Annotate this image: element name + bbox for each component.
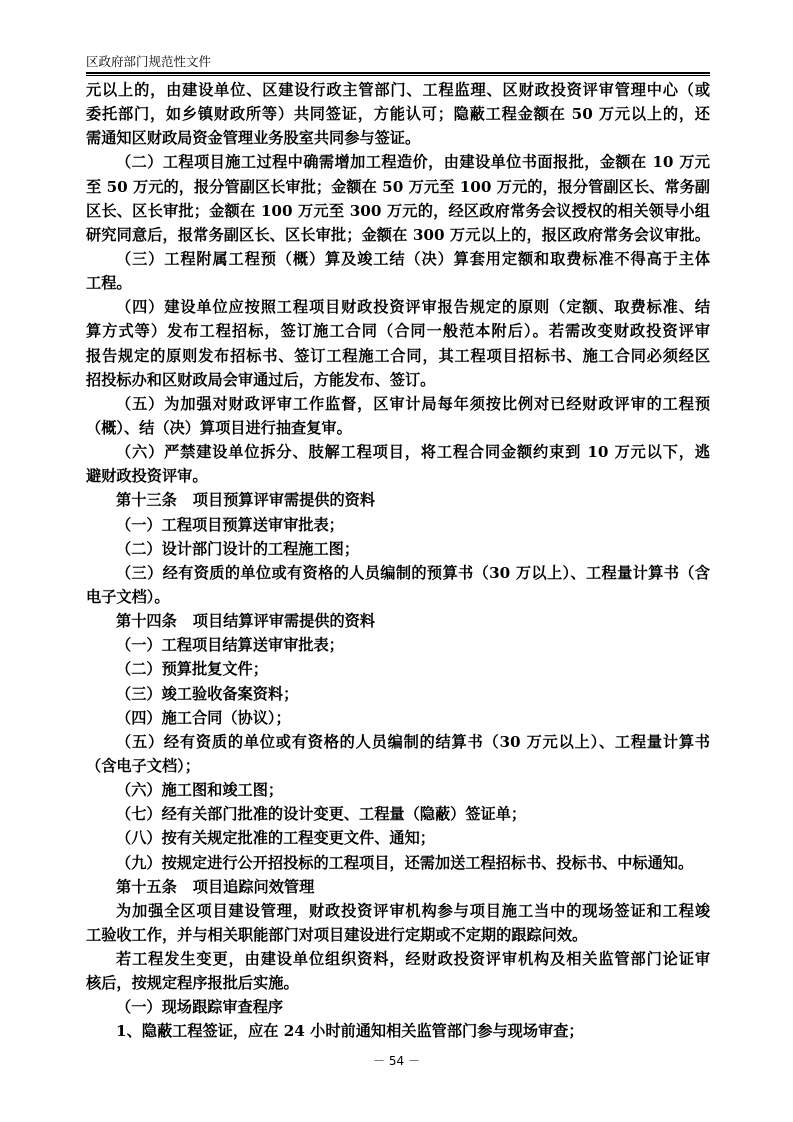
- article-title: 项目结算评审需提供的资料: [192, 612, 375, 631]
- header-rule-thin: [86, 75, 710, 76]
- list-item: （四）施工合同（协议）；: [116, 708, 291, 727]
- list-item: （一）工程项目结算送审审批表；: [116, 636, 344, 655]
- text-line: 工验收工作，并与相关职能部门对项目建设进行定期或不定期的跟踪问效。: [86, 925, 588, 944]
- list-item: （一）工程项目预算送审审批表；: [116, 515, 344, 534]
- document-body: [86, 78, 710, 1044]
- text-line: （二）工程项目施工过程中确需增加工程造价，由建设单位书面报批，金额在 10 万元: [116, 153, 710, 172]
- text-line: （四）建设单位应按照工程项目财政投资评审报告规定的原则（定额、取费标准、结: [116, 298, 710, 317]
- header-rule-thick: [86, 72, 710, 74]
- list-item: （八）按有关规定批准的工程变更文件、通知；: [116, 829, 435, 848]
- article-heading: [86, 488, 710, 512]
- document-header: 区政府部门规范性文件: [86, 54, 212, 69]
- text-line: 至 50 万元的，报分管副区长审批；金额在 50 万元至 100 万元的，报分管副区长、常务副: [86, 177, 710, 196]
- list-item: （二）设计部门设计的工程施工图；: [116, 539, 359, 558]
- list-item: （一）现场跟踪审查程序: [116, 998, 284, 1017]
- article-title: 项目追踪问效管理: [192, 877, 315, 896]
- text-line: 需通知区财政局资金管理业务股室共同参与签证。: [86, 129, 421, 148]
- article-number: 第十五条: [116, 877, 177, 896]
- list-item: （九）按规定进行公开招投标的工程项目，还需加送工程招标书、投标书、中标通知。: [116, 853, 694, 872]
- text-line: （六）严禁建设单位拆分、肢解工程项目，将工程合同金额约束到 10 万元以下，逃: [116, 443, 710, 462]
- text-line: 委托部门，如乡镇财政所等）共同签证，方能认可；隐蔽工程金额在 50 万元以上的，还: [86, 105, 710, 124]
- list-item: （三）经有资质的单位或有资格的人员编制的预算书（30 万以上）、工程量计算书（含: [116, 563, 710, 582]
- text-line: 核后，按规定程序报批后实施。: [86, 974, 299, 993]
- text-line: 算方式等）发布工程招标，签订施工合同（合同一般范本附后）。若需改变财政投资评审: [86, 322, 710, 341]
- text-line: 元以上的，由建设单位、区建设行政主管部门、工程监理、区财政投资评审管理中心（或: [86, 81, 710, 99]
- text-line: 若工程发生变更，由建设单位组织资料，经财政投资评审机构及相关监管部门论证审: [116, 950, 710, 969]
- list-item: （三）竣工验收备案资料；: [116, 684, 299, 703]
- text-line: 招投标办和区财政局会审通过后，方能发布、签订。: [86, 370, 436, 389]
- text-line: （五）为加强对财政评审工作监督，区审计局每年须按比例对已经财政评审的工程预: [116, 394, 710, 413]
- list-item: （二）预算批复文件；: [116, 660, 268, 679]
- article-number: 第十四条: [116, 612, 177, 631]
- article-number: 第十三条: [116, 491, 177, 510]
- text-line: 工程。: [86, 274, 132, 293]
- text-line: 避财政投资评审。: [86, 467, 208, 486]
- text-line: 区长、区长审批；金额在 100 万元至 300 万元的，经区政府常务会议授权的相关领导小组: [86, 201, 710, 220]
- text-line: （含电子文档）；: [86, 756, 200, 775]
- article-heading: [86, 609, 710, 633]
- text-line: 报告规定的原则发布招标书、签订工程施工合同，其工程项目招标书、施工合同必须经区: [86, 346, 710, 365]
- text-line: （概）、结（决）算项目进行抽查复审。: [86, 418, 352, 437]
- list-item: （六）施工图和竣工图；: [116, 781, 284, 800]
- article-title: 项目预算评审需提供的资料: [192, 491, 375, 510]
- page-number: － 54 －: [373, 1054, 420, 1068]
- list-item: （七）经有关部门批准的设计变更、工程量（隐蔽）签证单；: [116, 805, 527, 824]
- text-line: 研究同意后，报常务副区长、区长审批；金额在 300 万元以上的，报区政府常务会议审批。: [86, 225, 710, 244]
- article-heading: [86, 875, 710, 899]
- text-line: 电子文档）。: [86, 587, 170, 606]
- text-line: （三）工程附属工程预（概）算及竣工结（决）算套用定额和取费标准不得高于主体: [116, 249, 710, 268]
- list-item: （五）经有资质的单位或有资格的人员编制的结算书（30 万元以上）、工程量计算书: [116, 732, 710, 751]
- list-item: 1、隐蔽工程签证，应在 24 小时前通知相关监管部门参与现场审查；: [116, 1022, 584, 1041]
- text-line: 为加强全区项目建设管理，财政投资评审机构参与项目施工当中的现场签证和工程竣: [116, 901, 710, 920]
